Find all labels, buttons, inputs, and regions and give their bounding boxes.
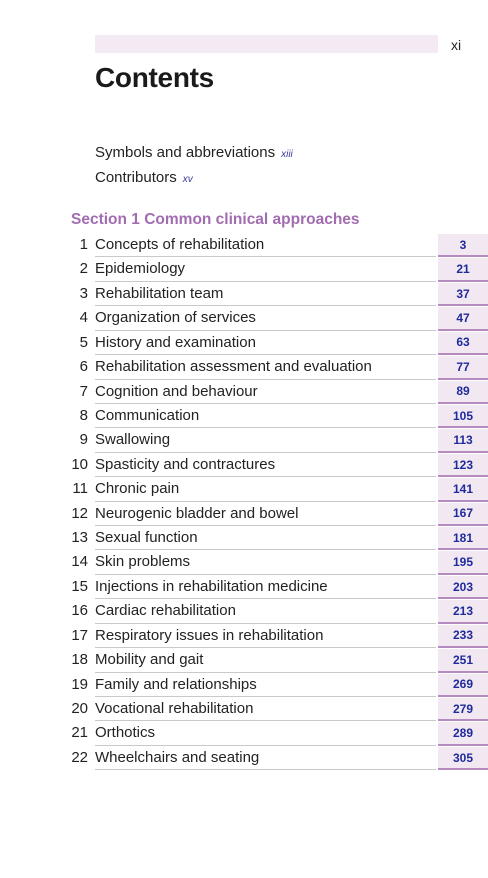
chapter-page-number[interactable]: 89	[438, 381, 488, 404]
chapter-row[interactable]	[0, 282, 488, 306]
chapter-row[interactable]	[0, 526, 488, 550]
chapter-page-number[interactable]: 195	[438, 551, 488, 574]
chapter-number: 16	[71, 602, 88, 620]
chapter-page-number[interactable]: 47	[438, 307, 488, 330]
chapter-page-number[interactable]: 3	[438, 234, 488, 257]
chapter-number: 4	[79, 309, 88, 327]
chapter-row[interactable]	[0, 721, 488, 745]
chapter-number: 6	[79, 358, 88, 376]
chapter-page-number[interactable]: 233	[438, 625, 488, 648]
chapter-number: 11	[72, 480, 88, 498]
chapter-title: Cognition and behaviour	[95, 382, 258, 400]
chapter-row[interactable]	[0, 648, 488, 672]
chapter-number: 13	[71, 529, 88, 547]
chapter-number: 7	[79, 382, 88, 400]
chapter-number: 14	[71, 553, 88, 571]
chapter-number: 19	[71, 675, 88, 693]
chapter-row[interactable]	[0, 599, 488, 623]
front-matter-page: xiii	[281, 149, 293, 160]
chapter-page-number[interactable]: 105	[438, 405, 488, 428]
chapter-row[interactable]	[0, 428, 488, 452]
chapter-page-number[interactable]: 63	[438, 332, 488, 355]
chapter-title: Mobility and gait	[95, 651, 204, 669]
front-matter-label: Symbols and abbreviations	[95, 144, 276, 161]
chapter-page-number[interactable]: 113	[438, 429, 488, 452]
chapter-row[interactable]	[0, 697, 488, 721]
chapter-row[interactable]	[0, 306, 488, 330]
chapter-page-number[interactable]: 305	[438, 747, 488, 770]
chapter-page-number[interactable]: 77	[438, 356, 488, 379]
chapter-number: 17	[71, 626, 88, 644]
chapter-title: Wheelchairs and seating	[95, 748, 260, 766]
chapter-row[interactable]	[0, 331, 488, 355]
chapter-page-number[interactable]: 141	[438, 478, 488, 501]
chapter-page-number[interactable]: 279	[438, 698, 488, 721]
chapter-page-number[interactable]: 269	[438, 674, 488, 697]
chapter-page-number[interactable]: 251	[438, 649, 488, 672]
chapter-row[interactable]	[0, 380, 488, 404]
section-heading: Section 1 Common clinical approaches	[71, 211, 360, 228]
chapter-title: Organization of services	[95, 309, 256, 327]
chapter-number: 1	[79, 236, 88, 253]
chapter-number: 15	[71, 577, 88, 595]
chapter-list	[0, 233, 488, 770]
chapter-title: Chronic pain	[95, 480, 180, 498]
chapter-row[interactable]	[0, 502, 488, 526]
chapter-row[interactable]	[0, 746, 488, 770]
chapter-title: Vocational rehabilitation	[95, 700, 254, 718]
chapter-title: Concepts of rehabilitation	[95, 236, 265, 253]
chapter-number: 18	[71, 651, 88, 669]
chapter-number: 10	[71, 455, 88, 473]
chapter-number: 9	[79, 431, 88, 449]
front-matter-item-contributors[interactable]	[95, 169, 193, 186]
chapter-row[interactable]	[0, 404, 488, 428]
chapter-page-number[interactable]: 181	[438, 527, 488, 550]
chapter-row[interactable]	[0, 453, 488, 477]
chapter-title: Epidemiology	[95, 260, 186, 278]
chapter-number: 22	[71, 748, 88, 766]
chapter-row[interactable]	[0, 673, 488, 697]
chapter-title: Cardiac rehabilitation	[95, 602, 236, 620]
chapter-title: History and examination	[95, 333, 256, 351]
chapter-number: 20	[71, 700, 88, 718]
front-matter-label: Contributors	[95, 169, 177, 186]
page-title: Contents	[95, 62, 214, 93]
page-number: xi	[451, 37, 462, 53]
chapter-row[interactable]	[0, 233, 488, 257]
front-matter-item-symbols[interactable]	[95, 144, 293, 161]
chapter-number: 3	[79, 284, 88, 302]
chapter-number: 5	[79, 333, 88, 351]
chapter-title: Rehabilitation team	[95, 284, 224, 302]
chapter-title: Skin problems	[95, 553, 191, 571]
chapter-title: Respiratory issues in rehabilitation	[95, 626, 324, 644]
chapter-row[interactable]	[0, 355, 488, 379]
chapter-number: 21	[71, 724, 88, 742]
chapter-title: Injections in rehabilitation medicine	[95, 577, 328, 595]
chapter-page-number[interactable]: 213	[438, 600, 488, 623]
chapter-row[interactable]	[0, 257, 488, 281]
chapter-page-number[interactable]: 167	[438, 503, 488, 526]
chapter-row[interactable]	[0, 477, 488, 501]
chapter-title: Neurogenic bladder and bowel	[95, 504, 299, 522]
chapter-page-number[interactable]: 21	[438, 258, 488, 281]
chapter-title: Spasticity and contractures	[95, 455, 276, 473]
chapter-title: Swallowing	[95, 431, 171, 449]
front-matter-page: xv	[182, 174, 193, 185]
chapter-row[interactable]	[0, 624, 488, 648]
chapter-page-number[interactable]: 37	[438, 283, 488, 306]
chapter-number: 8	[79, 406, 88, 424]
chapter-row[interactable]	[0, 575, 488, 599]
chapter-page-number[interactable]: 203	[438, 576, 488, 599]
chapter-page-number[interactable]: 123	[438, 454, 488, 477]
row-divider	[95, 769, 436, 770]
chapter-title: Communication	[95, 406, 200, 424]
running-header-bar	[95, 35, 438, 53]
chapter-number: 12	[71, 504, 88, 522]
chapter-number: 2	[79, 260, 88, 278]
chapter-row[interactable]	[0, 550, 488, 574]
chapter-title: Sexual function	[95, 529, 198, 547]
chapter-page-number[interactable]: 289	[438, 722, 488, 745]
chapter-title: Orthotics	[95, 724, 156, 742]
chapter-title: Family and relationships	[95, 675, 257, 693]
chapter-title: Rehabilitation assessment and evaluation	[95, 358, 372, 376]
